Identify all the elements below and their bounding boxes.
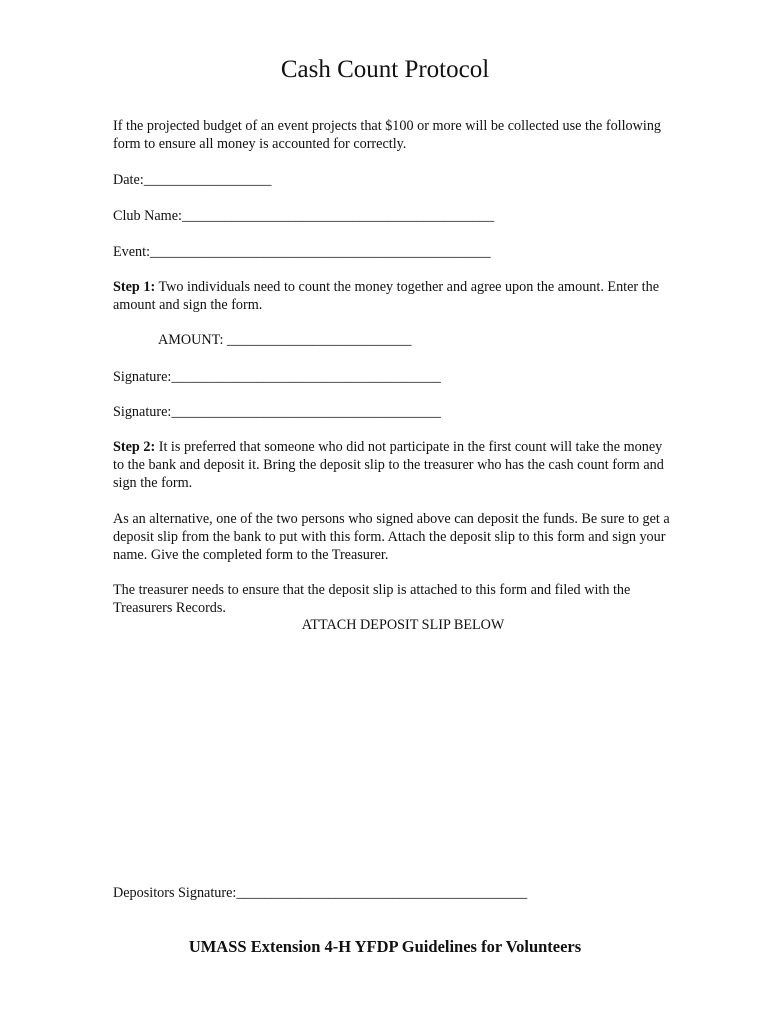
treasurer-paragraph: The treasurer needs to ensure that the deposit slip is attached to this form and filed with the Treasurers Records. (113, 582, 631, 616)
date-field[interactable]: Date:__________________ (113, 172, 272, 188)
signature-field-2[interactable]: Signature:______________________________________ (113, 404, 441, 420)
attach-deposit-slip-label: ATTACH DEPOSIT SLIP BELOW (301, 617, 505, 633)
alternative-paragraph: As an alternative, one of the two persons who signed above can deposit the funds. Be sure to get a deposit slip from the bank to put with this form. Attach the deposit slip to this form and sign your name. Give the completed form to the Treasurer. (113, 511, 670, 563)
step-1-text: Two individuals need to count the money together and agree upon the amount. Enter the amount and sign the form. (113, 279, 660, 313)
step-2-text: It is preferred that someone who did not participate in the first count will take the money to the bank and deposit it. Bring the deposit slip to the treasurer who has the cash count form and sign the form. (113, 439, 664, 491)
step-2-paragraph (113, 438, 673, 492)
step-1-label: Step 1: (113, 279, 156, 295)
signature-field-1[interactable]: Signature:______________________________________ (113, 369, 441, 385)
step-1-paragraph (113, 278, 673, 314)
event-field[interactable]: Event:________________________________________________ (113, 244, 491, 260)
footer-text: UMASS Extension 4-H YFDP Guidelines for Volunteers (188, 937, 582, 956)
step-2-label: Step 2: (113, 439, 156, 455)
page-title: Cash Count Protocol (280, 56, 490, 83)
depositor-signature-field[interactable]: Depositors Signature:_________________________________________ (113, 885, 528, 901)
amount-field[interactable]: AMOUNT: __________________________ (158, 332, 412, 348)
club-name-field[interactable]: Club Name:____________________________________________ (113, 208, 495, 224)
intro-paragraph: If the projected budget of an event projects that $100 or more will be collected use the following form to ensure all money is accounted for correctly. (113, 118, 662, 152)
